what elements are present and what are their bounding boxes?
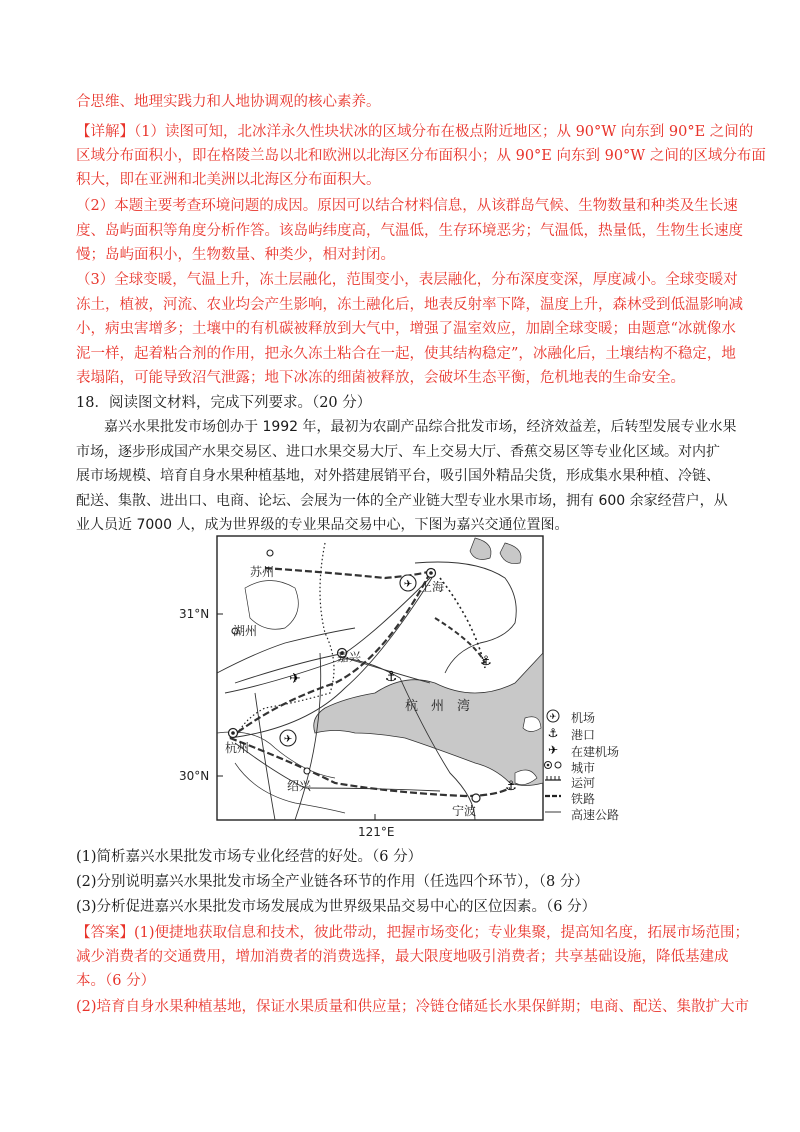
text-line: （3）全球变暖，气温上升，冻土层融化，范围变小，表层融化，分布深度变深，厚度减小。全球变暖对 — [76, 272, 738, 288]
question-1: (1)简析嘉兴水果批发市场专业化经营的好处。（6 分） — [76, 849, 423, 865]
city-label-hangzhou: 杭州 — [225, 741, 250, 755]
text-line: 积大，即在亚洲和北美洲以北海区分布面积大。 — [76, 172, 381, 188]
text-line: 小，病虫害增多；土壤中的有机碳被释放到大气中，增强了温室效应，加剧全球变暖；由题意“冰就像水 — [76, 321, 736, 337]
legend-label-canal: 运河 — [571, 776, 596, 790]
answer-line: 【答案】(1)便捷地获取信息和技术，彼此带动，把握市场变化；专业集聚，提高知名度，拓展市场范围； — [76, 925, 750, 941]
material-text: 展市场规模、培育自身水果种植基地，对外搭建展销平台，吸引国外精品尖货，形成集水果种植、冷链、 — [76, 468, 720, 484]
text-line: 表塌陷，可能导致沼气泄露；地下冰冻的细菌被释放，会破坏生态平衡，危机地表的生命安全。 — [76, 370, 685, 386]
svg-text:✈: ✈ — [547, 743, 559, 757]
port-icon: ⚓ — [384, 669, 398, 685]
legend-label-airport: 机场 — [571, 711, 596, 725]
question-heading: 18．阅读图文材料，完成下列要求。（20 分） — [76, 395, 372, 411]
latitude-label-30n: 30°N — [179, 769, 210, 783]
airport-under-construction-icon: ✈ — [289, 671, 301, 687]
city-label-jiaxing: 嘉兴 — [337, 650, 362, 664]
city-label-ningbo: 宁波 — [452, 804, 477, 818]
svg-text:⚓: ⚓ — [547, 726, 559, 740]
material-text: 市场，逐步形成国产水果交易区、进口水果交易大厅、车上交易大厅、香蕉交易区等专业化区域。对内扩 — [76, 444, 720, 460]
text-line: 合思维、地理实践力和人地协调观的核心素养。 — [76, 94, 381, 110]
legend-symbols — [545, 710, 562, 812]
city-marker-suzhou — [267, 550, 273, 556]
latitude-label-31n: 31°N — [179, 607, 210, 621]
airport-icon — [280, 730, 296, 746]
legend-label-airport-under-construction: 在建机场 — [571, 745, 620, 759]
text-line: 冻土，植被，河流、农业均会产生影响，冻土融化后，地表反射率下降，温度上升，森林受到低温影响减 — [76, 297, 743, 313]
legend-label-port: 港口 — [571, 728, 596, 742]
svg-text:✈: ✈ — [549, 712, 557, 721]
jiaxing-traffic-map — [175, 533, 635, 843]
svg-text:✈: ✈ — [403, 579, 413, 590]
city-label-shanghai: 上海 — [420, 580, 445, 594]
longitude-label-121e: 121°E — [358, 825, 395, 839]
answer-line: 减少消费者的交通费用，增加消费者的消费选择，最大限度地吸引消费者；共享基础设施，降低基建成 — [76, 949, 729, 965]
city-marker-shaoxing — [304, 768, 310, 774]
city-label-suzhou: 苏州 — [250, 565, 275, 579]
text-line: 泥一样，起着粘合剂的作用，把永久冻土粘合在一起，使其结构稳定”，冰融化后，土壤结构不稳定，地 — [76, 346, 736, 362]
legend-label-city: 城市 — [571, 761, 596, 775]
text-line: 度、岛屿面积等角度分析作答。该岛屿纬度高，气温低，生存环境恶劣；气温低，热量低，生物生长速度 — [76, 223, 743, 239]
text-line: 区域分布面积小，即在格陵兰岛以北和欧洲以北海区分布面积小；从 90°E 向东到 90°W 之间的区域分布面 — [76, 148, 766, 164]
city-label-huzhou: 湖州 — [233, 624, 258, 638]
city-label-shaoxing: 绍兴 — [287, 779, 312, 793]
answer-line: (2)培育自身水果种植基地，保证水果质量和供应量；冷链仓储延长水果保鲜期；电商、配送、集散扩大市 — [76, 999, 750, 1015]
port-icon: ⚓ — [480, 654, 492, 669]
svg-text:✈: ✈ — [283, 734, 293, 745]
text-line: 【详解】（1）读图可知，北冰洋永久性块状冰的区域分布在极点附近地区；从 90°W 向东到 90°E 之间的 — [76, 124, 754, 140]
material-text: 业人员近 7000 人，成为世界级的专业果品交易中心，下图为嘉兴交通位置图。 — [76, 517, 569, 533]
question-2: (2)分别说明嘉兴水果批发市场全产业链各环节的作用（任选四个环节），（8 分） — [76, 874, 589, 890]
port-icon: ⚓ — [505, 779, 517, 794]
airport-icon — [400, 575, 416, 591]
legend-label-railway: 铁路 — [571, 792, 596, 806]
bay-label: 杭 州 湾 — [405, 699, 471, 714]
answer-line: 本。（6 分） — [76, 973, 156, 989]
legend-label-highway: 高速公路 — [571, 808, 620, 822]
city-marker-ningbo — [472, 794, 480, 802]
material-text: 配送、集散、进出口、电商、论坛、会展为一体的全产业链大型专业水果市场，拥有 600 余家经营户，从 — [76, 493, 728, 509]
question-3: (3)分析促进嘉兴水果批发市场发展成为世界级果品交易中心的区位因素。（6 分） — [76, 899, 597, 915]
material-text: 嘉兴水果批发市场创办于 1992 年，最初为农副产品综合批发市场，经济效益差，后转型发展专业水果 — [76, 419, 737, 435]
text-line: （2）本题主要考查环境问题的成因。原因可以结合材料信息，从该群岛气候、生物数量和种类及生长速 — [76, 198, 738, 214]
map-graphic — [175, 533, 635, 843]
text-line: 慢；岛屿面积小，生物数量、种类少，相对封闭。 — [76, 247, 395, 263]
